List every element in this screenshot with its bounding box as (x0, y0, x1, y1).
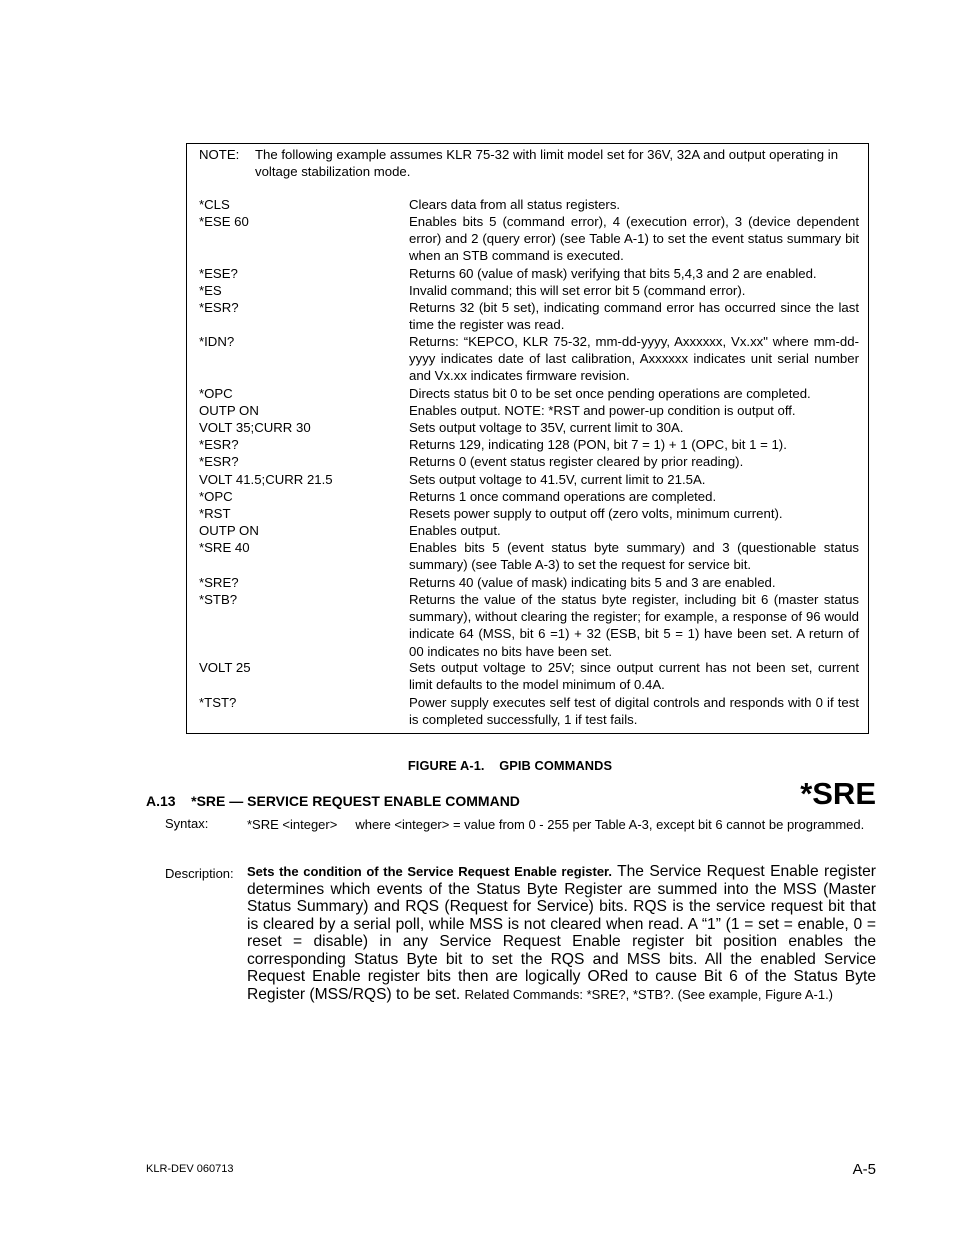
command-text: *IDN? (199, 334, 235, 349)
command-text: *ESE? (199, 266, 238, 281)
command-text: *CLS (199, 197, 230, 212)
command-description: Enables bits 5 (command error), 4 (execution error), 3 (device dependent error) and 2 (query error) (see Table A-1) to set the event status summary bit when an STB command is executed. (409, 214, 859, 264)
syntax-label: Syntax: (165, 816, 209, 831)
command-text: *OPC (199, 489, 233, 504)
command-description: Directs status bit 0 to be set once pending operations are completed. (409, 386, 811, 401)
command-text: VOLT 41.5;CURR 21.5 (199, 472, 333, 487)
command-text: VOLT 35;CURR 30 (199, 420, 311, 435)
command-description: Sets output voltage to 41.5V, current limit to 21.5A. (409, 472, 706, 487)
command-description: Returns: “KEPCO, KLR 75-32, mm-dd-yyyy, Axxxxxx, Vx.xx" where mm-dd-yyyy indicates date of last calibration, Axxxxxx indicates unit serial number and Vx.xx indicates firmware revision. (409, 334, 859, 384)
command-text: VOLT 25 (199, 660, 251, 675)
related-commands: Related Commands: *SRE?, *STB?. (See example, Figure A-1.) (464, 986, 834, 1002)
command-text: *ESE 60 (199, 214, 249, 229)
document-code: KLR-DEV 060713 (146, 1163, 234, 1175)
section-heading: A.13 *SRE — SERVICE REQUEST ENABLE COMMAND (146, 793, 520, 809)
command-description: Power supply executes self test of digital controls and responds with 0 if test is completed successfully, 1 if test fails. (409, 695, 859, 728)
command-text: OUTP ON (199, 523, 259, 538)
command-description: Returns the value of the status byte register, including bit 6 (master status summary), without clearing the register; for example, a response of 96 would indicate 64 (MSS, bit 6 =1) + 32 (ESB, bit 5 = 1) have been set. A return of 00 indicates no bits have been set. (409, 592, 859, 659)
command-description: Returns 60 (value of mask) verifying that bits 5,4,3 and 2 are enabled. (409, 266, 817, 281)
description-body: The Service Request Enable register determines which events of the Status Byte Register are summed into the MSS (Master Status Summary) and RQS (Request for Service) bits. RQS is the service request bit that is cleared by a serial poll, while MSS is not cleared when read. A “1” (1 = set = enable, 0 = reset = disable) in any Service Request Enable register bit position enables the corresponding Status Byte bit to set the RQS and MSS bits. All the enabled Service Request Enable register bits then are logically ORed to cause Bit 6 of the Status Byte Register (MSS/RQS) to be set. (247, 863, 877, 1003)
command-description: Enables output. NOTE: *RST and power-up condition is output off. (409, 403, 796, 418)
command-text: *SRE 40 (199, 540, 250, 555)
command-text: *SRE? (199, 575, 239, 590)
command-text: *OPC (199, 386, 233, 401)
command-description: Enables output. (409, 523, 501, 538)
figure-caption: FIGURE A-1. GPIB COMMANDS (407, 758, 613, 773)
command-text: *ESR? (199, 437, 239, 452)
page-number: A-5 (852, 1161, 876, 1178)
command-text: *STB? (199, 592, 238, 607)
command-description: Invalid command; this will set error bit 5 (command error). (409, 283, 746, 298)
command-text: *ESR? (199, 454, 239, 469)
command-description: Returns 40 (value of mask) indicating bits 5 and 3 are enabled. (409, 575, 776, 590)
command-description: Enables bits 5 (event status byte summary) and 3 (questionable status summary) (see Table A-3) to set the request for service bit. (409, 540, 859, 573)
command-text: *RST (199, 506, 231, 521)
description-bold-lead: Sets the condition of the Service Request Enable register. (247, 864, 613, 879)
syntax-text: *SRE <integer> where <integer> = value from 0 - 255 per Table A-3, except bit 6 cannot be programmed. (247, 817, 865, 832)
command-description: Returns 32 (bit 5 set), indicating command error has occurred since the last time the register was read. (409, 300, 859, 333)
command-text: *ES (199, 283, 222, 298)
description-label: Description: (165, 866, 234, 881)
command-title-label: *SRE (800, 776, 876, 811)
command-description: Resets power supply to output off (zero volts, minimum current). (409, 506, 783, 521)
command-description: Returns 129, indicating 128 (PON, bit 7 = 1) + 1 (OPC, bit 1 = 1). (409, 437, 787, 452)
command-text: *TST? (199, 695, 237, 710)
command-text: *ESR? (199, 300, 239, 315)
command-text: OUTP ON (199, 403, 259, 418)
command-description: Sets output voltage to 25V; since output current has not been set, current limit defaults to the model minimum of 0.4A. (409, 660, 859, 693)
command-description: Sets output voltage to 35V, current limit to 30A. (409, 420, 684, 435)
gpib-commands-figure (186, 143, 869, 734)
command-description: Returns 0 (event status register cleared by prior reading). (409, 454, 744, 469)
command-description: Returns 1 once command operations are completed. (409, 489, 717, 504)
note-label: NOTE: (199, 147, 240, 162)
description-paragraph (247, 863, 876, 1003)
command-description: Clears data from all status registers. (409, 197, 621, 212)
note-text: The following example assumes KLR 75-32 with limit model set for 36V, 32A and output operating in voltage stabilization mode. (255, 147, 839, 180)
